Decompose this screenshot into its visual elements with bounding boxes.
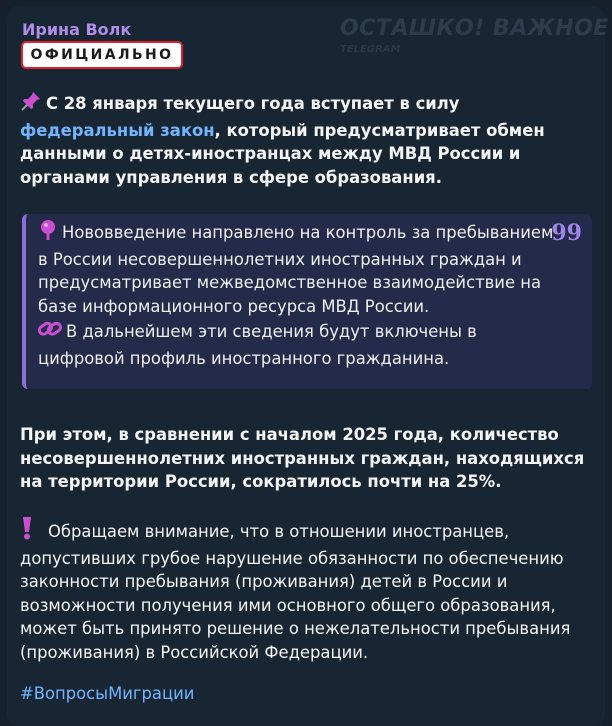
watermark-subtitle: TELEGRAM bbox=[340, 44, 401, 55]
pushpin-icon bbox=[20, 90, 42, 119]
warning-text: Обращаем внимание, что в отношении иностранцев, допустивших грубое нарушение обязанности по обеспечению законности пребывания (проживания) детей в России и возможности получения ими основного общего образования, может быть принято решение о нежелательности пребывания (проживания) в Российской Федерации. bbox=[20, 522, 571, 662]
quote-text bbox=[38, 219, 568, 371]
quote-mark-icon: 99 bbox=[551, 220, 582, 246]
paragraph-law bbox=[20, 90, 596, 189]
link-icon bbox=[38, 318, 62, 347]
blockquote bbox=[22, 214, 592, 389]
quote-paragraph-2: В дальнейшем эти сведения будут включены в цифровой профиль иностранного гражданина. bbox=[38, 322, 477, 368]
quote-paragraph-1: Нововведение направлено на контроль за пребыванием в России несовершеннолетних иностранных граждан и предусматривает межведомственное взаимодействие на базе информационного ресурса МВД России. bbox=[38, 223, 554, 316]
federal-law-link[interactable]: федеральный закон bbox=[20, 120, 215, 140]
law-text-end: , который предусматривает обмен данными о детях-иностранцах между МВД России и органами управления в сфере образования. bbox=[20, 120, 545, 187]
exclamation-icon bbox=[20, 516, 34, 547]
author-name[interactable]: Ирина Волк bbox=[22, 20, 132, 39]
paragraph-statistics: При этом, в сравнении с началом 2025 года, количество несовершеннолетних иностранных граждан, находящихся на территории России, сократилось почти на 25%. bbox=[20, 425, 585, 492]
paragraph-warning bbox=[20, 516, 596, 665]
official-badge: ОФИЦИАЛЬНО bbox=[21, 41, 183, 69]
law-text-start: С 28 января текущего года вступает в силу bbox=[46, 94, 460, 113]
round-pushpin-icon bbox=[38, 219, 58, 248]
watermark-logo: ОСТАШКО! ВАЖНОЕ bbox=[340, 16, 609, 41]
hashtag-link[interactable]: #ВопросыМиграции bbox=[20, 684, 195, 703]
